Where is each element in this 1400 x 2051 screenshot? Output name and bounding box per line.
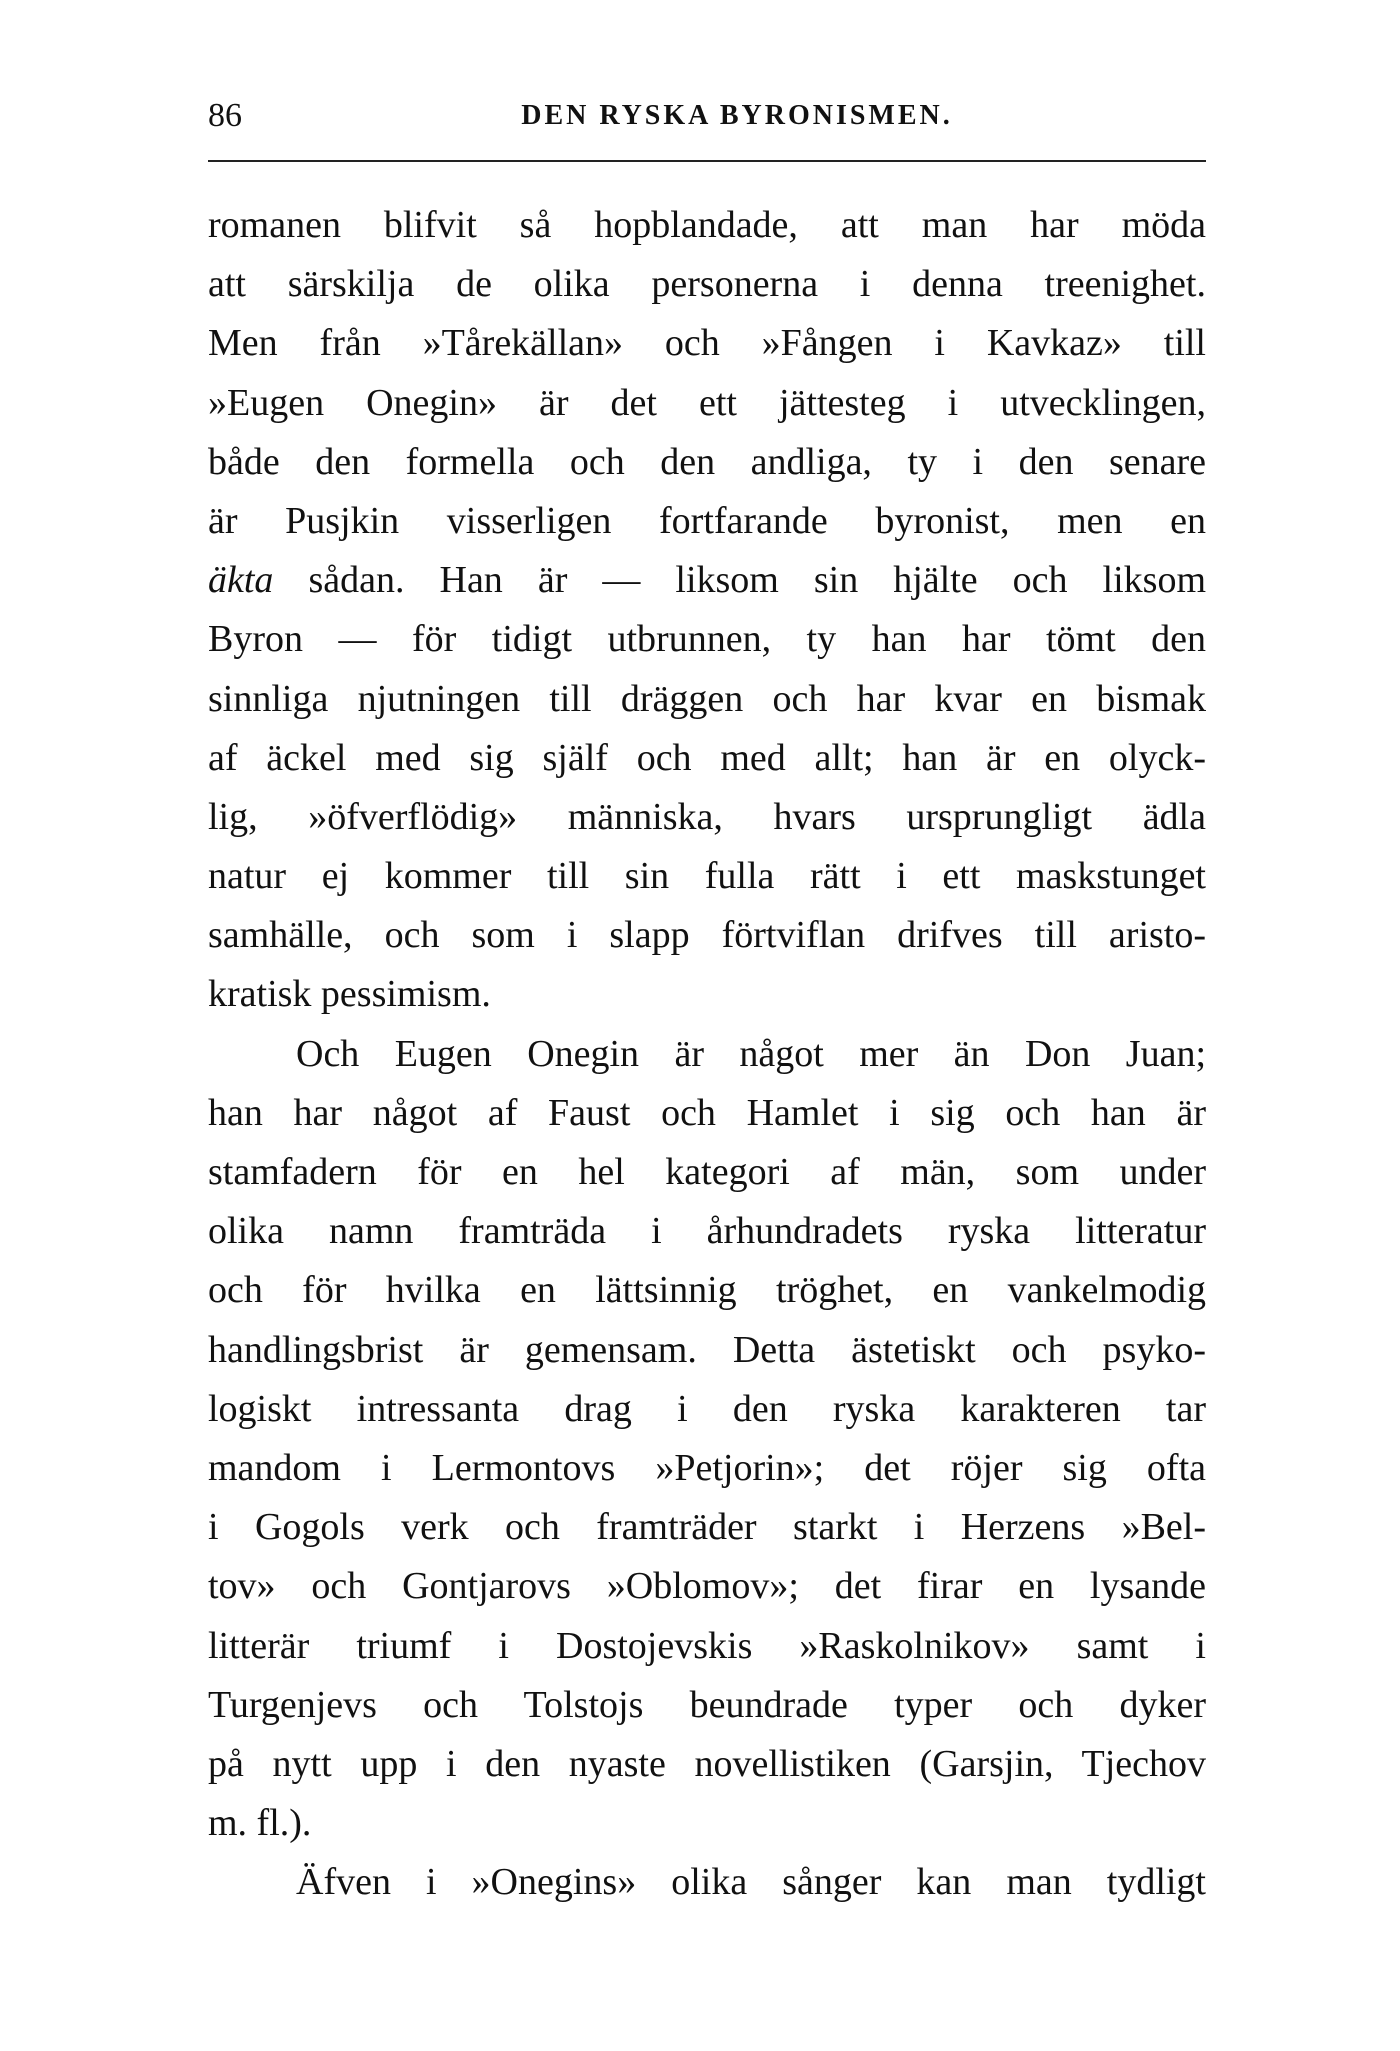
body-text (208, 196, 1206, 1912)
text-line: på nytt upp i den nyaste novellistiken (Garsjin, Tjechov (208, 1742, 1206, 1785)
text-line: han har något af Faust och Hamlet i sig och han är (208, 1091, 1206, 1134)
text-line: kratisk pessimism. (208, 973, 491, 1016)
text-line: och för hvilka en lättsinnig tröghet, en vankelmodig (208, 1269, 1206, 1312)
text-line: tov» och Gontjarovs »Oblomov»; det firar en lysande (208, 1565, 1206, 1608)
text-line: m. fl.). (208, 1802, 312, 1845)
text-line: Äfven i »Onegins» olika sånger kan man tydligt (296, 1861, 1206, 1904)
text-line: Turgenjevs och Tolstojs beundrade typer och dyker (208, 1683, 1206, 1726)
text-line: »Eugen Onegin» är det ett jättesteg i utvecklingen, (208, 381, 1206, 424)
text-line: handlingsbrist är gemensam. Detta ästetiskt och psyko- (208, 1328, 1206, 1371)
italic-word: äkta (208, 559, 274, 602)
text-line: samhälle, och som i slapp förtviflan drifves till aristo- (208, 914, 1206, 957)
page-header (208, 92, 1206, 140)
text-line: Men från »Tårekällan» och »Fången i Kavkaz» till (208, 322, 1206, 365)
text-line: litterär triumf i Dostojevskis »Raskolnikov» samt i (208, 1624, 1206, 1667)
text-line: sinnliga njutningen till dräggen och har kvar en bismak (208, 677, 1206, 720)
page-number: 86 (208, 97, 242, 134)
text-line: mandom i Lermontovs »Petjorin»; det röjer sig ofta (208, 1446, 1206, 1489)
text-line: i Gogols verk och framträder starkt i Herzens »Bel- (208, 1506, 1206, 1549)
text-line: af äckel med sig själf och med allt; han är en olyck- (208, 736, 1206, 779)
text-line: både den formella och den andliga, ty i den senare (208, 440, 1206, 483)
text-line: att särskilja de olika personerna i denna treenighet. (208, 263, 1206, 306)
text-line: natur ej kommer till sin fulla rätt i ett maskstunget (208, 855, 1206, 898)
header-rule (208, 160, 1206, 162)
text-line: logiskt intressanta drag i den ryska karakteren tar (208, 1387, 1206, 1430)
text-line: lig, »öfverflödig» människa, hvars ursprungligt ädla (208, 795, 1206, 838)
text-line (208, 551, 1206, 610)
book-page (208, 0, 1206, 2051)
text-line: är Pusjkin visserligen fortfarande byronist, men en (208, 499, 1206, 542)
text-line: Byron — för tidigt utbrunnen, ty han har tömt den (208, 618, 1206, 661)
text-line-rest: sådan. Han är — liksom sin hjälte och liksom (273, 559, 1206, 602)
text-line: Och Eugen Onegin är något mer än Don Juan; (296, 1032, 1206, 1075)
text-line: olika namn framträda i århundradets ryska litteratur (208, 1210, 1206, 1253)
text-line: romanen blifvit så hopblandade, att man har möda (208, 204, 1206, 246)
running-title: DEN RYSKA BYRONISMEN. (521, 100, 953, 131)
text-line: stamfadern för en hel kategori af män, som under (208, 1151, 1206, 1193)
